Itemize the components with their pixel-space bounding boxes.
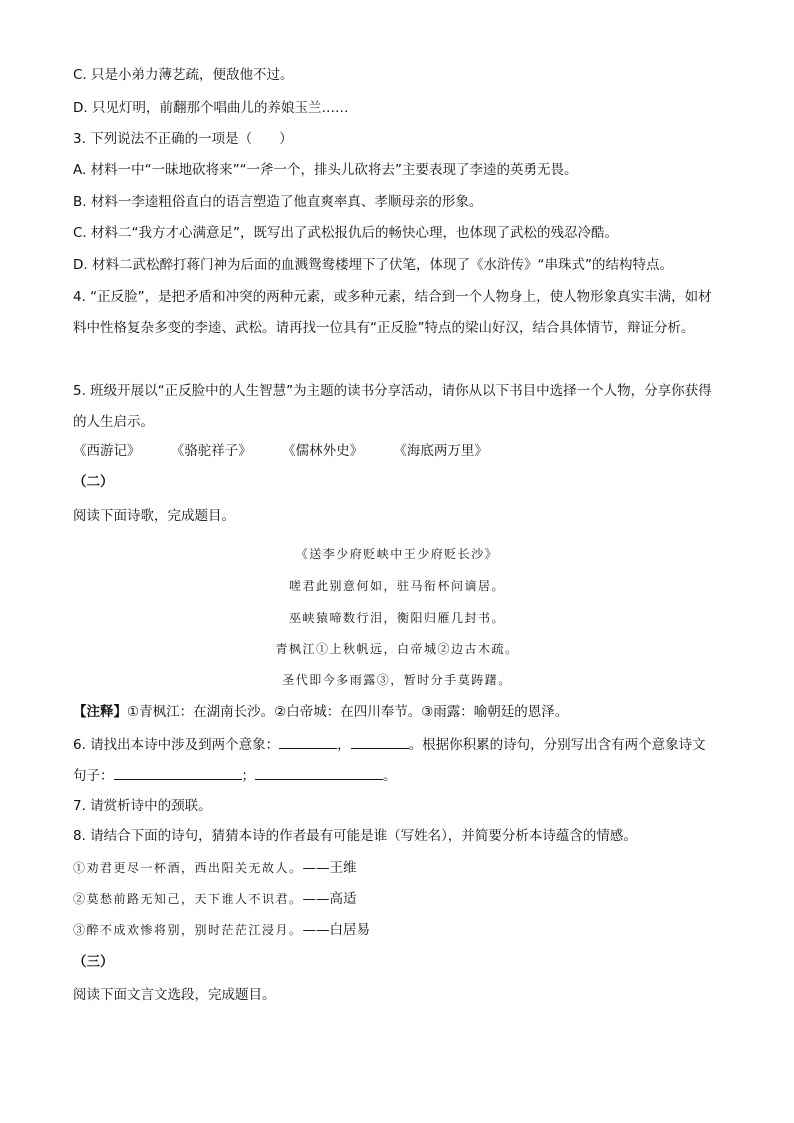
q6-text: 句子：: [73, 768, 114, 784]
book-item: 《骆驼祥子》: [170, 443, 252, 459]
q6-separator: ；: [241, 768, 255, 784]
poem-line: 嗟君此别意何如，驻马衔杯问谪居。: [288, 579, 505, 593]
poem-line: 圣代即今多雨露③，暂时分手莫踌躇。: [282, 673, 512, 687]
section-3-heading: （三）: [73, 954, 114, 970]
q6-text: 6. 请找出本诗中涉及到两个意象：: [73, 737, 280, 753]
q6-text: 。根据你积累的诗句，分别写出含有两个意象诗文: [408, 737, 706, 753]
q8-verse-item: [73, 920, 370, 940]
note-text: ①青枫江：在湖南长沙。②白帝城：在四川奉节。③雨露：喻朝廷的恩泽。: [127, 704, 569, 720]
q3-option-d: D. 材料二武松醉打蒋门神为后面的血溅鸳鸯楼埋下了伏笔，体现了《水浒传》“串珠式”的结构特点。: [73, 257, 673, 273]
q2-option-d: D. 只见灯明，前翻那个唱曲儿的养娘玉兰……: [73, 100, 349, 116]
q8-stem: 8. 请结合下面的诗句，猜猜本诗的作者最有可能是谁（写姓名），并简要分析本诗蕴含的情感。: [73, 828, 637, 844]
q7-text: 7. 请赏析诗中的颈联。: [73, 798, 212, 814]
note-label: 【注释】: [73, 704, 127, 720]
q4-text: 4. “正反脸”，是把矛盾和冲突的两种元素，或多种元素，结合到一个人物身上，使人物形象真实丰满，如材料中性格复杂多变的李逵、武松。请再找一位具有“正反脸”特点的梁山好汉，结合具体情节，辩证分析。: [73, 289, 712, 336]
section-2-heading: （二）: [73, 474, 114, 490]
q6-line-2: [73, 765, 397, 786]
q3-option-a: A. 材料一中“一昧地砍将来”“一斧一个，排头儿砍将去”主要表现了李逵的英勇无畏。: [73, 162, 578, 178]
answer-blank[interactable]: [351, 734, 409, 749]
poem-line: 青枫江①上秋帆远，白帝城②边古木疏。: [275, 642, 519, 656]
q3-option-c: C. 材料二“我方才心满意足”，既写出了武松报仇后的畅快心理，也体现了武松的残忍冷酷。: [73, 225, 618, 241]
section-2-instruction: 阅读下面诗歌，完成题目。: [73, 508, 235, 524]
answer-blank[interactable]: [114, 765, 242, 780]
poem-title: 《送李少府贬峡中王少府贬长沙》: [295, 547, 499, 561]
q8-verse-item: [73, 889, 357, 909]
q8-verse: ②莫愁前路无知己，天下谁人不识君。: [73, 892, 303, 906]
q8-verse: ③醉不成欢惨将别，别时茫茫江浸月。: [73, 923, 303, 937]
section-3-instruction: 阅读下面文言文选段，完成题目。: [73, 987, 276, 1003]
q5-text: 5. 班级开展以“正反脸中的人生智慧”为主题的读书分享活动，请你从以下书目中选择一个人物，分享你获得的人生启示。: [73, 383, 712, 430]
poem-notes: [73, 702, 568, 722]
q6-line-1: [73, 734, 706, 755]
q6-separator: ，: [337, 737, 351, 753]
book-list: [73, 441, 488, 461]
q3-stem: 3. 下列说法不正确的一项是（ ）: [73, 131, 293, 147]
q2-option-c: C. 只是小弟力薄艺疏，便敌他不过。: [73, 67, 294, 83]
book-item: 《海底两万里》: [393, 443, 488, 459]
answer-blank[interactable]: [255, 765, 383, 780]
q8-verse: ①劝君更尽一杯酒，西出阳关无故人。: [73, 861, 303, 875]
q8-author: ——王维: [302, 860, 357, 876]
book-item: 《儒林外史》: [282, 443, 364, 459]
q8-author: ——高适: [302, 891, 357, 907]
poem-line: 巫峡猿啼数行泪，衡阳归雁几封书。: [288, 611, 505, 625]
answer-blank[interactable]: [279, 734, 337, 749]
q3-option-b: B. 材料一李逵粗俗直白的语言塑造了他直爽率真、孝顺母亲的形象。: [73, 194, 483, 210]
q6-text: 。: [383, 768, 397, 784]
book-item: 《西游记》: [73, 443, 141, 459]
q8-author: ——白居易: [302, 922, 371, 938]
q8-verse-item: [73, 858, 357, 878]
